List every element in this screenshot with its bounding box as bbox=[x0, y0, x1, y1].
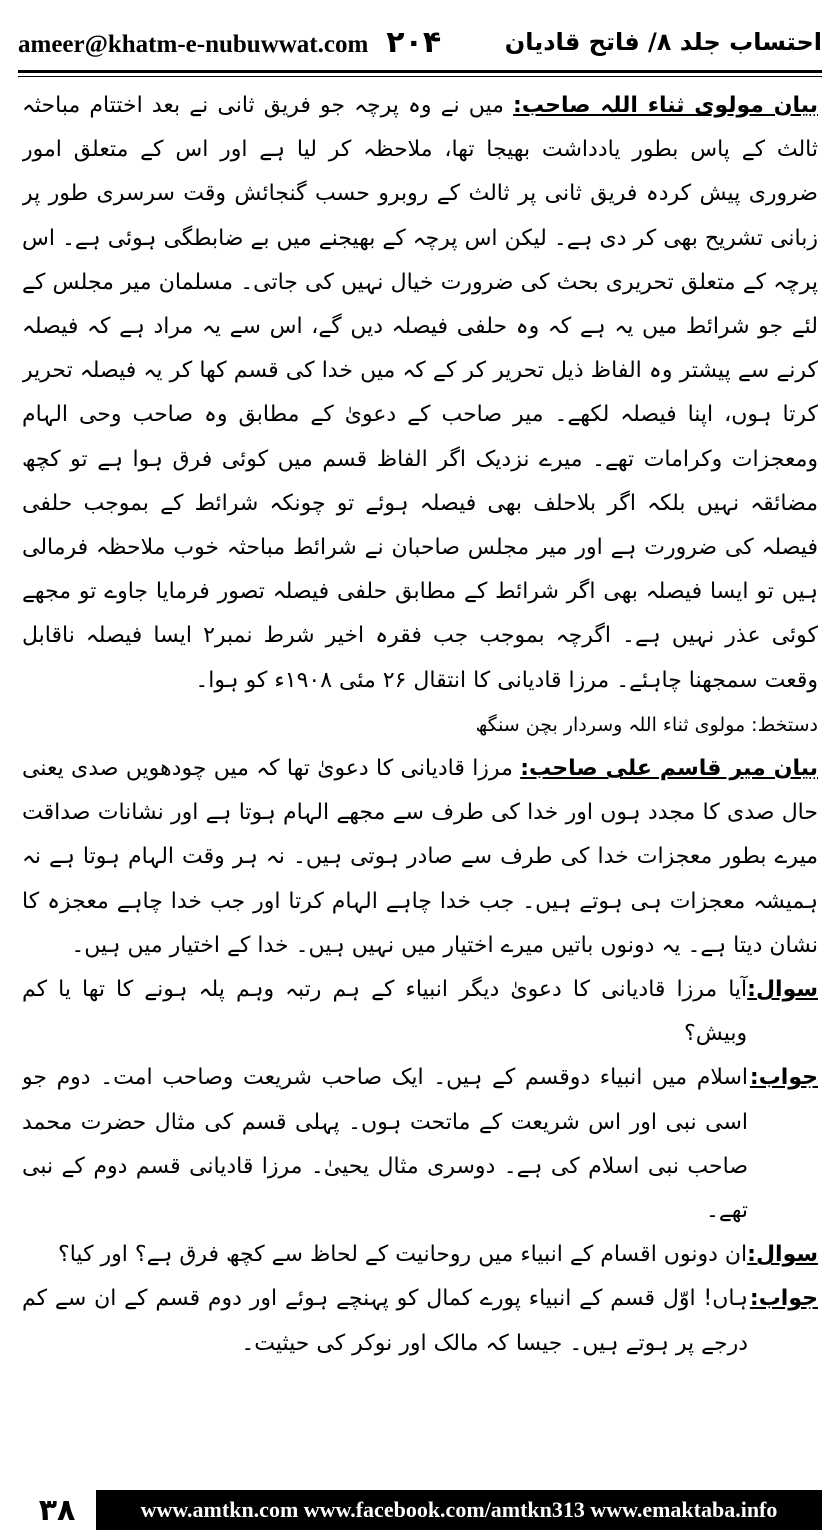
footer-links[interactable]: www.amtkn.com www.facebook.com/amtkn313 www.emaktaba.info bbox=[140, 1497, 778, 1522]
statement-label: بیان میر قاسم علی صاحب: bbox=[520, 756, 818, 782]
question-label: سوال: bbox=[747, 1242, 818, 1268]
answer-text: ہاں! اوّل قسم کے انبیاء پورے کمال کو پہنچے ہوئے اور دوم قسم کے ان سے کم درجے پر ہوتے ہیں۔ جیسا کہ مالک اور نوکر کی حیثیت۔ bbox=[22, 1286, 748, 1356]
qa-item bbox=[22, 1056, 818, 1233]
answer-label: جواب: bbox=[749, 1065, 818, 1091]
qa-item bbox=[22, 968, 818, 1056]
qa-item bbox=[22, 1277, 818, 1365]
answer-text: اسلام میں انبیاء دوقسم کے ہیں۔ ایک صاحب شریعت وصاحب امت۔ دوم جو اسی نبی اور اس شریعت کے ماتحت ہوں۔ پہلی قسم کی مثال حضرت محمد صاحب نبی اسلام کی ہے۔ دوسری مثال یحییٰ۔ مرزا قادیانی قسم دوم کے نبی تھے۔ bbox=[22, 1065, 748, 1224]
question-text: ان دونوں اقسام کے انبیاء میں روحانیت کے لحاظ سے کچھ فرق ہے؟ اور کیا؟ bbox=[58, 1242, 748, 1268]
signature-line: دستخط: مولوی ثناء اللہ وسردار بچن سنگھ bbox=[475, 713, 818, 736]
header-book-title: احتساب جلد ۸/ فاتح قادیان bbox=[504, 28, 822, 56]
answer-label: جواب: bbox=[749, 1286, 818, 1312]
question-text: آیا مرزا قادیانی کا دعویٰ دیگر انبیاء کے ہم رتبہ وہم پلہ ہونے کا تھا یا کم وبیش؟ bbox=[22, 977, 748, 1047]
header-left bbox=[18, 25, 441, 60]
statement-text: میں نے وہ پرچہ جو فریق ثانی نے بعد اختتام مباحثہ ثالث کے پاس بطور یادداشت بھیجا تھا، ملاحظہ کر لیا ہے اور اس کے متعلق امور ضروری پیش کردہ فریق ثانی پر ثالث کے روبرو حسب گنجائش وقت سرسری طور پر زبانی تشریح بھی کر دی ہے۔ لیکن اس پرچہ کے بھیجنے میں بے ضابطگی ہوئی ہے۔ اس پرچہ کے متعلق تحریری بحث کی ضرورت خیال نہیں کی جاتی۔ مسلمان میر مجلس کے لئے جو شرائط میں یہ ہے کہ وہ حلفی فیصلہ دیں گے، اس سے یہ مراد ہے کہ فیصلہ کرنے سے پیشتر وہ الفاظ ذیل تحریر کر کے کہ میں خدا کی قسم کھا کر یہ فیصلہ تحریر کرتا ہوں، اپنا فیصلہ لکھے۔ میر صاحب کے دعویٰ کے مطابق وہ صاحب وحی الہام ومعجزات وکرامات تھے۔ میرے نزدیک اگر الفاظ قسم میں کوئی فرق ہوا ہے تو کچھ مضائقہ نہیں بلکہ اگر بلاحلف بھی فیصلہ ہوئے تو چونکہ شرائط کے بموجب حلفی فیصلہ کی ضرورت ہے اور میر مجلس صاحبان نے شرائط مباحثہ خوب ملاحظہ فرمالی ہیں تو ایسا فیصلہ بھی اگر شرائط کے مطابق حلفی فیصلہ تصور فرمایا جاوے تو مجھے کوئی عذر نہیں ہے۔ اگرچہ بموجب جب فقرہ اخیر شرط نمبر۲ ایسا فیصلہ ناقابل وقعت سمجھنا چاہئے۔ مرزا قادیانی کا انتقال ۲۶ مئی ۱۹۰۸ء کو ہوا۔ bbox=[22, 93, 818, 693]
header-email[interactable]: ameer@khatm-e-nubuwwat.com bbox=[18, 30, 369, 58]
statement-label: بیان مولوی ثناء اللہ صاحب: bbox=[513, 93, 818, 118]
footer-page-number: ۳۸ bbox=[18, 1490, 96, 1530]
header-rule bbox=[18, 70, 822, 77]
page-footer bbox=[18, 1490, 822, 1530]
statement-qasim-ali bbox=[22, 747, 818, 968]
statement-text: مرزا قادیانی کا دعویٰ تھا کہ میں چودھویں صدی یعنی حال صدی کا مجدد ہوں اور خدا کی طرف سے مجھے الہام ہوتا ہے اور نشانات صداقت میرے بطور معجزات خدا کی طرف سے صادر ہوتی ہیں۔ نہ ہر وقت الہام ہوتا ہے نہ ہمیشہ معجزات ہی ہوتے ہیں۔ جب خدا چاہے الہام کرتا اور جب خدا چاہے معجزہ کا نشان دیتا ہے۔ یہ دونوں باتیں میرے اختیار میں نہیں ہیں۔ خدا کے اختیار میں ہیں۔ bbox=[22, 756, 818, 958]
statement-sanaullah bbox=[22, 84, 818, 703]
page-content bbox=[22, 84, 818, 1480]
page-header bbox=[18, 14, 822, 70]
header-page-number: ۲۰۴ bbox=[386, 24, 442, 60]
qa-item bbox=[22, 1233, 818, 1277]
question-label: سوال: bbox=[747, 977, 818, 1003]
